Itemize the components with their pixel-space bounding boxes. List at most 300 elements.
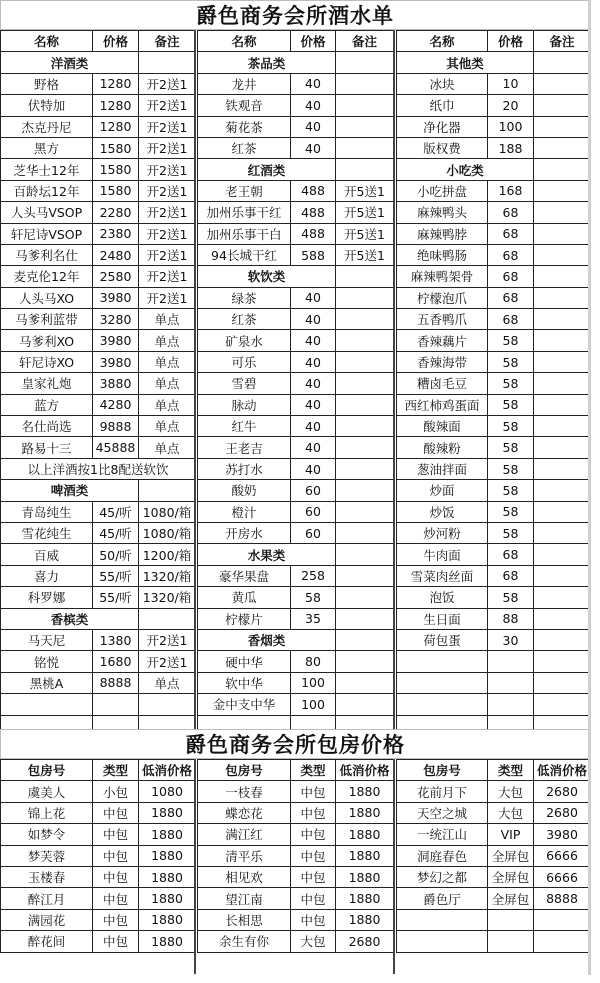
- room-type[interactable]: 中包: [291, 909, 336, 930]
- item-name[interactable]: 94长城干红: [198, 244, 291, 265]
- room-name[interactable]: 梦幻之都: [397, 866, 488, 887]
- item-note[interactable]: [534, 394, 591, 415]
- room-name[interactable]: 一统江山: [397, 824, 488, 845]
- category-label[interactable]: 红酒类: [198, 159, 336, 180]
- room-min-spend[interactable]: 1880: [139, 845, 196, 866]
- room-min-spend[interactable]: 1880: [139, 888, 196, 909]
- item-price[interactable]: 68: [488, 244, 534, 265]
- column-header[interactable]: 价格: [488, 31, 534, 52]
- category-label[interactable]: 小吃类: [397, 159, 534, 180]
- item-name[interactable]: 纸巾: [397, 95, 488, 116]
- item-note[interactable]: [336, 73, 394, 94]
- item-price[interactable]: 40: [291, 137, 336, 158]
- room-name[interactable]: 清平乐: [198, 845, 291, 866]
- room-min-spend[interactable]: 1880: [336, 802, 394, 823]
- item-price[interactable]: 1580: [93, 159, 139, 180]
- item-name[interactable]: 黑方: [1, 137, 93, 158]
- item-price[interactable]: 58: [488, 522, 534, 543]
- item-name[interactable]: 雪碧: [198, 373, 291, 394]
- item-name[interactable]: 红茶: [198, 309, 291, 330]
- item-name[interactable]: 名仕尚选: [1, 416, 93, 437]
- room-name[interactable]: 天空之城: [397, 802, 488, 823]
- item-name[interactable]: 牛肉面: [397, 544, 488, 565]
- room-min-spend[interactable]: 1880: [139, 802, 196, 823]
- column-header[interactable]: 名称: [198, 31, 291, 52]
- item-name[interactable]: 炒河粉: [397, 522, 488, 543]
- item-price[interactable]: 58: [488, 394, 534, 415]
- item-note[interactable]: 单点: [139, 330, 196, 351]
- room-min-spend[interactable]: 8888: [534, 888, 591, 909]
- empty-cell[interactable]: [397, 651, 488, 672]
- empty-cell[interactable]: [1, 694, 93, 715]
- item-note[interactable]: 单点: [139, 351, 196, 372]
- item-price[interactable]: 2580: [93, 266, 139, 287]
- item-name[interactable]: 小吃拼盘: [397, 180, 488, 201]
- room-min-spend[interactable]: 1880: [139, 931, 196, 952]
- room-name[interactable]: 余生有你: [198, 931, 291, 952]
- room-type[interactable]: 中包: [291, 888, 336, 909]
- item-price[interactable]: 40: [291, 116, 336, 137]
- item-price[interactable]: 68: [488, 309, 534, 330]
- item-note[interactable]: 单点: [139, 373, 196, 394]
- item-note[interactable]: [336, 373, 394, 394]
- room-type[interactable]: 中包: [93, 888, 139, 909]
- room-name[interactable]: 一枝春: [198, 781, 291, 802]
- room-type[interactable]: 中包: [93, 824, 139, 845]
- item-note[interactable]: [534, 330, 591, 351]
- room-type[interactable]: 中包: [291, 866, 336, 887]
- item-note[interactable]: [534, 116, 591, 137]
- item-price[interactable]: 3280: [93, 309, 139, 330]
- item-name[interactable]: 麻辣鸭架骨: [397, 266, 488, 287]
- item-name[interactable]: 麦克伦12年: [1, 266, 93, 287]
- item-name[interactable]: 绝味鸭肠: [397, 244, 488, 265]
- item-note[interactable]: [534, 544, 591, 565]
- item-price[interactable]: 30: [488, 629, 534, 650]
- column-header[interactable]: 名称: [1, 31, 93, 52]
- item-price[interactable]: 68: [488, 544, 534, 565]
- category-label[interactable]: 香烟类: [198, 629, 336, 650]
- item-price[interactable]: 100: [291, 672, 336, 693]
- item-price[interactable]: 58: [488, 480, 534, 501]
- room-min-spend[interactable]: 2680: [534, 802, 591, 823]
- item-note[interactable]: 开2送1: [139, 116, 196, 137]
- item-price[interactable]: 588: [291, 244, 336, 265]
- item-price[interactable]: 68: [488, 223, 534, 244]
- empty-cell[interactable]: [534, 651, 591, 672]
- room-name[interactable]: 爵色厅: [397, 888, 488, 909]
- item-note[interactable]: [534, 137, 591, 158]
- item-note[interactable]: [336, 287, 394, 308]
- item-note[interactable]: 开2送1: [139, 629, 196, 650]
- item-price[interactable]: 58: [488, 501, 534, 522]
- item-name[interactable]: 科罗娜: [1, 587, 93, 608]
- item-note[interactable]: [336, 651, 394, 672]
- item-name[interactable]: 轩尼诗VSOP: [1, 223, 93, 244]
- item-price[interactable]: 3980: [93, 330, 139, 351]
- category-label[interactable]: 香槟类: [1, 608, 139, 629]
- room-min-spend[interactable]: 1880: [336, 845, 394, 866]
- item-name[interactable]: 净化器: [397, 116, 488, 137]
- room-type[interactable]: 中包: [93, 909, 139, 930]
- item-name[interactable]: 矿泉水: [198, 330, 291, 351]
- empty-cell[interactable]: [139, 608, 196, 629]
- item-note[interactable]: [336, 116, 394, 137]
- column-header[interactable]: 包房号: [397, 760, 488, 781]
- room-min-spend[interactable]: 6666: [534, 866, 591, 887]
- item-note[interactable]: [336, 416, 394, 437]
- empty-cell[interactable]: [336, 159, 394, 180]
- item-name[interactable]: 可乐: [198, 351, 291, 372]
- item-note[interactable]: [336, 137, 394, 158]
- item-note[interactable]: 开2送1: [139, 137, 196, 158]
- column-header[interactable]: 低消价格: [139, 760, 196, 781]
- room-type[interactable]: 中包: [291, 845, 336, 866]
- item-price[interactable]: 60: [291, 522, 336, 543]
- item-name[interactable]: 百威: [1, 544, 93, 565]
- item-name[interactable]: 西红柿鸡蛋面: [397, 394, 488, 415]
- item-price[interactable]: 40: [291, 458, 336, 479]
- item-note[interactable]: [336, 394, 394, 415]
- item-price[interactable]: 188: [488, 137, 534, 158]
- item-name[interactable]: 炒面: [397, 480, 488, 501]
- item-note[interactable]: 开2送1: [139, 95, 196, 116]
- item-note[interactable]: 开5送1: [336, 202, 394, 223]
- item-name[interactable]: 豪华果盘: [198, 565, 291, 586]
- item-name[interactable]: 铁观音: [198, 95, 291, 116]
- item-note[interactable]: [336, 351, 394, 372]
- item-name[interactable]: 人头马VSOP: [1, 202, 93, 223]
- item-price[interactable]: 58: [488, 458, 534, 479]
- room-type[interactable]: 全屏包: [488, 866, 534, 887]
- item-name[interactable]: 黄瓜: [198, 587, 291, 608]
- item-price[interactable]: 40: [291, 95, 336, 116]
- item-price[interactable]: 488: [291, 180, 336, 201]
- room-name[interactable]: 醉花间: [1, 931, 93, 952]
- item-price[interactable]: 10: [488, 73, 534, 94]
- column-header[interactable]: 备注: [139, 31, 196, 52]
- room-type[interactable]: [488, 909, 534, 930]
- room-min-spend[interactable]: 2680: [534, 781, 591, 802]
- room-type[interactable]: VIP: [488, 824, 534, 845]
- item-note[interactable]: 1080/箱: [139, 501, 196, 522]
- item-note[interactable]: [534, 416, 591, 437]
- item-note[interactable]: [534, 266, 591, 287]
- item-price[interactable]: 20: [488, 95, 534, 116]
- section-note[interactable]: 以上洋酒按1比8配送软饮: [1, 458, 196, 479]
- item-name[interactable]: 香辣海带: [397, 351, 488, 372]
- empty-cell[interactable]: [397, 672, 488, 693]
- room-name[interactable]: [397, 931, 488, 952]
- item-price[interactable]: 58: [488, 587, 534, 608]
- item-note[interactable]: 单点: [139, 309, 196, 330]
- item-name[interactable]: 软中华: [198, 672, 291, 693]
- empty-cell[interactable]: [336, 52, 394, 73]
- room-name[interactable]: 望江南: [198, 888, 291, 909]
- item-note[interactable]: [534, 458, 591, 479]
- item-name[interactable]: 红茶: [198, 137, 291, 158]
- item-name[interactable]: 铭悦: [1, 651, 93, 672]
- item-price[interactable]: 100: [291, 694, 336, 715]
- item-name[interactable]: 马爹利蓝带: [1, 309, 93, 330]
- column-header[interactable]: 备注: [336, 31, 394, 52]
- room-type[interactable]: 中包: [291, 781, 336, 802]
- room-name[interactable]: 满园花: [1, 909, 93, 930]
- item-note[interactable]: [534, 608, 591, 629]
- item-price[interactable]: 58: [291, 587, 336, 608]
- item-name[interactable]: 五香鸭爪: [397, 309, 488, 330]
- empty-cell[interactable]: [534, 672, 591, 693]
- item-price[interactable]: 1280: [93, 73, 139, 94]
- item-name[interactable]: 喜力: [1, 565, 93, 586]
- item-name[interactable]: 脉动: [198, 394, 291, 415]
- room-type[interactable]: 中包: [291, 802, 336, 823]
- column-header[interactable]: 价格: [291, 31, 336, 52]
- item-price[interactable]: 100: [488, 116, 534, 137]
- category-label[interactable]: 水果类: [198, 544, 336, 565]
- item-name[interactable]: 蓝方: [1, 394, 93, 415]
- item-price[interactable]: 3980: [93, 287, 139, 308]
- item-price[interactable]: 88: [488, 608, 534, 629]
- room-min-spend[interactable]: 3980: [534, 824, 591, 845]
- item-name[interactable]: 雪菜肉丝面: [397, 565, 488, 586]
- item-note[interactable]: [336, 522, 394, 543]
- item-price[interactable]: 3980: [93, 351, 139, 372]
- item-note[interactable]: 单点: [139, 437, 196, 458]
- item-name[interactable]: 糟卤毛豆: [397, 373, 488, 394]
- item-price[interactable]: 60: [291, 501, 336, 522]
- item-price[interactable]: 40: [291, 373, 336, 394]
- item-note[interactable]: [336, 480, 394, 501]
- empty-cell[interactable]: [139, 52, 196, 73]
- item-price[interactable]: 3880: [93, 373, 139, 394]
- item-note[interactable]: [534, 351, 591, 372]
- item-price[interactable]: 58: [488, 437, 534, 458]
- item-note[interactable]: 1200/箱: [139, 544, 196, 565]
- item-note[interactable]: [534, 202, 591, 223]
- item-name[interactable]: 马天尼: [1, 629, 93, 650]
- item-name[interactable]: 路易十三: [1, 437, 93, 458]
- item-note[interactable]: 开2送1: [139, 202, 196, 223]
- room-type[interactable]: 大包: [488, 781, 534, 802]
- item-price[interactable]: 68: [488, 287, 534, 308]
- category-label[interactable]: 软饮类: [198, 266, 336, 287]
- item-name[interactable]: 柠檬片: [198, 608, 291, 629]
- item-price[interactable]: 45888: [93, 437, 139, 458]
- room-name[interactable]: 满江红: [198, 824, 291, 845]
- room-type[interactable]: 大包: [291, 931, 336, 952]
- item-note[interactable]: [336, 458, 394, 479]
- item-note[interactable]: [336, 672, 394, 693]
- item-name[interactable]: 香辣藕片: [397, 330, 488, 351]
- item-name[interactable]: 生日面: [397, 608, 488, 629]
- item-price[interactable]: 4280: [93, 394, 139, 415]
- category-label[interactable]: 其他类: [397, 52, 534, 73]
- item-note[interactable]: 开2送1: [139, 223, 196, 244]
- column-header[interactable]: 类型: [291, 760, 336, 781]
- item-price[interactable]: 68: [488, 202, 534, 223]
- item-price[interactable]: 1680: [93, 651, 139, 672]
- item-price[interactable]: 40: [291, 416, 336, 437]
- item-note[interactable]: [534, 480, 591, 501]
- room-type[interactable]: 全屏包: [488, 888, 534, 909]
- empty-cell[interactable]: [488, 694, 534, 715]
- item-name[interactable]: 野格: [1, 73, 93, 94]
- item-name[interactable]: 冰块: [397, 73, 488, 94]
- room-name[interactable]: 梦芙蓉: [1, 845, 93, 866]
- empty-cell[interactable]: [139, 694, 196, 715]
- item-price[interactable]: 50/听: [93, 544, 139, 565]
- room-min-spend[interactable]: 1880: [336, 866, 394, 887]
- item-note[interactable]: [534, 309, 591, 330]
- item-note[interactable]: [534, 437, 591, 458]
- item-name[interactable]: 酸辣面: [397, 416, 488, 437]
- column-header[interactable]: 类型: [93, 760, 139, 781]
- empty-cell[interactable]: [534, 159, 591, 180]
- item-price[interactable]: 40: [291, 73, 336, 94]
- item-note[interactable]: [336, 501, 394, 522]
- item-name[interactable]: 杰克丹尼: [1, 116, 93, 137]
- room-type[interactable]: 中包: [93, 866, 139, 887]
- item-note[interactable]: 开2送1: [139, 73, 196, 94]
- item-note[interactable]: [336, 587, 394, 608]
- item-name[interactable]: 苏打水: [198, 458, 291, 479]
- empty-cell[interactable]: [336, 544, 394, 565]
- room-type[interactable]: 中包: [93, 845, 139, 866]
- item-price[interactable]: 488: [291, 202, 336, 223]
- item-name[interactable]: 红牛: [198, 416, 291, 437]
- room-name[interactable]: 花前月下: [397, 781, 488, 802]
- item-price[interactable]: 58: [488, 351, 534, 372]
- item-name[interactable]: 硬中华: [198, 651, 291, 672]
- item-note[interactable]: [336, 608, 394, 629]
- item-note[interactable]: 1080/箱: [139, 522, 196, 543]
- item-name[interactable]: 伏特加: [1, 95, 93, 116]
- item-price[interactable]: 2380: [93, 223, 139, 244]
- item-price[interactable]: 9888: [93, 416, 139, 437]
- item-note[interactable]: [336, 309, 394, 330]
- room-min-spend[interactable]: 1880: [336, 781, 394, 802]
- column-header[interactable]: 价格: [93, 31, 139, 52]
- column-header[interactable]: 包房号: [1, 760, 93, 781]
- item-note[interactable]: [534, 501, 591, 522]
- item-price[interactable]: 58: [488, 416, 534, 437]
- room-min-spend[interactable]: 1880: [336, 824, 394, 845]
- room-name[interactable]: 锦上花: [1, 802, 93, 823]
- item-note[interactable]: [336, 95, 394, 116]
- item-price[interactable]: 40: [291, 287, 336, 308]
- room-type[interactable]: 大包: [488, 802, 534, 823]
- item-name[interactable]: 葱油拌面: [397, 458, 488, 479]
- item-name[interactable]: 酸奶: [198, 480, 291, 501]
- item-price[interactable]: 45/听: [93, 501, 139, 522]
- empty-cell[interactable]: [93, 694, 139, 715]
- item-note[interactable]: 单点: [139, 394, 196, 415]
- room-type[interactable]: 小包: [93, 781, 139, 802]
- item-name[interactable]: 皇家礼炮: [1, 373, 93, 394]
- item-price[interactable]: 58: [488, 330, 534, 351]
- item-price[interactable]: 1280: [93, 95, 139, 116]
- room-min-spend[interactable]: 2680: [336, 931, 394, 952]
- item-note[interactable]: [336, 437, 394, 458]
- column-header[interactable]: 低消价格: [336, 760, 394, 781]
- item-note[interactable]: 开2送1: [139, 159, 196, 180]
- item-note[interactable]: [534, 95, 591, 116]
- item-note[interactable]: [336, 330, 394, 351]
- room-name[interactable]: 长相思: [198, 909, 291, 930]
- item-price[interactable]: 58: [488, 373, 534, 394]
- room-name[interactable]: 醉江月: [1, 888, 93, 909]
- room-name[interactable]: 相见欢: [198, 866, 291, 887]
- item-note[interactable]: [534, 629, 591, 650]
- room-name[interactable]: 虞美人: [1, 781, 93, 802]
- item-price[interactable]: 68: [488, 266, 534, 287]
- column-header[interactable]: 备注: [534, 31, 591, 52]
- room-name[interactable]: 蝶恋花: [198, 802, 291, 823]
- room-min-spend[interactable]: 1080: [139, 781, 196, 802]
- empty-cell[interactable]: [397, 694, 488, 715]
- item-name[interactable]: 泡饭: [397, 587, 488, 608]
- empty-cell[interactable]: [336, 629, 394, 650]
- empty-cell[interactable]: [488, 672, 534, 693]
- room-name[interactable]: [397, 909, 488, 930]
- item-note[interactable]: [534, 373, 591, 394]
- empty-cell[interactable]: [488, 651, 534, 672]
- category-label[interactable]: 洋酒类: [1, 52, 139, 73]
- empty-cell[interactable]: [139, 480, 196, 501]
- room-min-spend[interactable]: 1880: [336, 888, 394, 909]
- item-note[interactable]: 开2送1: [139, 266, 196, 287]
- item-note[interactable]: [534, 180, 591, 201]
- item-price[interactable]: 55/听: [93, 565, 139, 586]
- item-name[interactable]: 芝华士12年: [1, 159, 93, 180]
- column-header[interactable]: 名称: [397, 31, 488, 52]
- item-price[interactable]: 45/听: [93, 522, 139, 543]
- item-note[interactable]: 开2送1: [139, 287, 196, 308]
- category-label[interactable]: 啤酒类: [1, 480, 139, 501]
- item-note[interactable]: [336, 565, 394, 586]
- item-name[interactable]: 马爹利名仕: [1, 244, 93, 265]
- item-price[interactable]: 55/听: [93, 587, 139, 608]
- item-price[interactable]: 80: [291, 651, 336, 672]
- item-name[interactable]: 百龄坛12年: [1, 180, 93, 201]
- item-note[interactable]: [534, 287, 591, 308]
- room-min-spend[interactable]: 1880: [336, 909, 394, 930]
- item-note[interactable]: [534, 223, 591, 244]
- item-note[interactable]: 开2送1: [139, 244, 196, 265]
- item-name[interactable]: 开房水: [198, 522, 291, 543]
- room-type[interactable]: 中包: [93, 802, 139, 823]
- item-price[interactable]: 1580: [93, 137, 139, 158]
- item-price[interactable]: 40: [291, 330, 336, 351]
- item-note[interactable]: [534, 522, 591, 543]
- item-name[interactable]: 绿茶: [198, 287, 291, 308]
- item-note[interactable]: 开5送1: [336, 223, 394, 244]
- item-price[interactable]: 40: [291, 351, 336, 372]
- item-price[interactable]: 258: [291, 565, 336, 586]
- empty-cell[interactable]: [534, 52, 591, 73]
- item-note[interactable]: 单点: [139, 416, 196, 437]
- item-price[interactable]: 68: [488, 565, 534, 586]
- room-min-spend[interactable]: [534, 909, 591, 930]
- item-price[interactable]: 168: [488, 180, 534, 201]
- item-price[interactable]: 35: [291, 608, 336, 629]
- item-price[interactable]: 488: [291, 223, 336, 244]
- item-name[interactable]: 雪花纯生: [1, 522, 93, 543]
- item-name[interactable]: 马爹利XO: [1, 330, 93, 351]
- room-name[interactable]: 洞庭春色: [397, 845, 488, 866]
- column-header[interactable]: 类型: [488, 760, 534, 781]
